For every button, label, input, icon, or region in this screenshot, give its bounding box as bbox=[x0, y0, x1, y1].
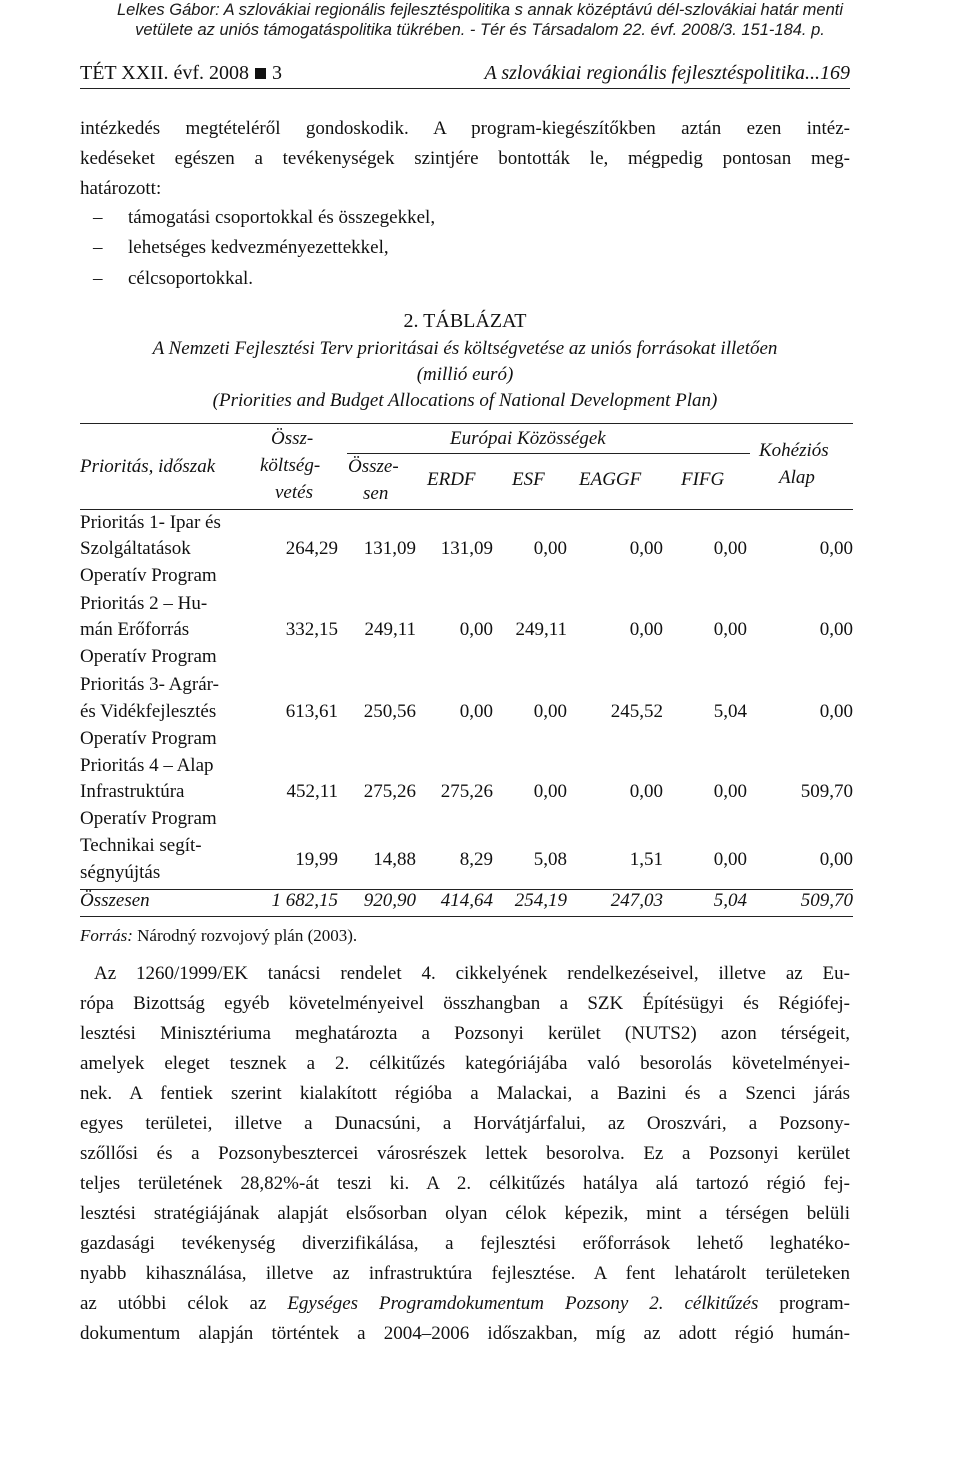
header-eaggf: EAGGF bbox=[579, 469, 642, 490]
header-eu-total-1: Össze- bbox=[348, 456, 399, 477]
running-head-right: A szlovákiai regionális fejlesztéspolitika...169 bbox=[484, 62, 850, 84]
dash-icon: – bbox=[93, 268, 103, 289]
cell-budget: 613,61 bbox=[285, 701, 338, 722]
header-fifg: FIFG bbox=[681, 469, 725, 490]
text-line: nek. A fentiek szerint kialakított régióba a Malackai, a Bazini és a Szenci járás bbox=[80, 1083, 850, 1104]
text-line: kedéseket egészen a tevékenységek szintjére bontották le, mégpedig pontosan meg- bbox=[80, 148, 850, 169]
text-line: egyes területei, illetve a Dunacsúni, a Horvátjárfalui, az Oroszvári, a Pozsony- bbox=[80, 1113, 850, 1134]
cell-erdf: 0,00 bbox=[459, 619, 493, 640]
italic-title: Egységes Programdokumentum Pozsony 2. célkitűzés bbox=[287, 1293, 759, 1314]
cell-erdf: 131,09 bbox=[440, 538, 493, 559]
body-paragraph bbox=[80, 959, 850, 1349]
row-label-line: Prioritás 3- Agrár- bbox=[80, 674, 219, 695]
cell-eaggf: 245,52 bbox=[610, 701, 663, 722]
row-label-line: Infrastruktúra bbox=[80, 781, 185, 802]
total-label: Összesen bbox=[80, 890, 150, 911]
bullet-text: támogatási csoportokkal és összegekkel, bbox=[128, 207, 436, 228]
text-line: dokumentum alapján történtek a 2004–2006 időszakban, míg az adott régió humán- bbox=[80, 1323, 850, 1344]
row-label-line: Operatív Program bbox=[80, 646, 217, 667]
cell-cohesion: 0,00 bbox=[819, 538, 853, 559]
text-line: rópa Bizottság egyéb követelményeivel összhangban a SZK Építésügyi és Régiófej- bbox=[80, 993, 850, 1014]
row-label-line: Prioritás 1- Ipar és bbox=[80, 512, 221, 533]
row-label-line: Prioritás 4 – Alap bbox=[80, 755, 214, 776]
cell-fifg: 5,04 bbox=[713, 701, 747, 722]
source-label: Forrás: bbox=[80, 926, 133, 945]
table-unit: (millió euró) bbox=[416, 364, 514, 385]
table-source bbox=[80, 926, 357, 946]
row-label-line: Operatív Program bbox=[80, 808, 217, 829]
header-budget-3: vetés bbox=[275, 482, 313, 503]
header-budget-1: Össz- bbox=[271, 428, 314, 449]
cell-eu-total: 275,26 bbox=[363, 781, 416, 802]
cell-eaggf: 1,51 bbox=[629, 849, 663, 870]
cell-erdf: 8,29 bbox=[459, 849, 493, 870]
header-budget-2: költség- bbox=[260, 455, 321, 476]
cell-esf: 5,08 bbox=[533, 849, 567, 870]
header-priority: Prioritás, időszak bbox=[80, 456, 216, 477]
total-eu-total: 920,90 bbox=[363, 890, 416, 911]
table-label: 2. TÁBLÁZAT bbox=[403, 310, 527, 332]
text-line bbox=[80, 1289, 850, 1319]
row-label-line: Operatív Program bbox=[80, 728, 217, 749]
text-segment: program- bbox=[758, 1293, 851, 1314]
cell-eaggf: 0,00 bbox=[629, 538, 663, 559]
bullet-item bbox=[93, 233, 389, 263]
cell-eu-total: 14,88 bbox=[373, 849, 416, 870]
text-line: nyabb kihasználása, illetve az infrastruktúra fejlesztése. A fent lehatárolt területeken bbox=[80, 1263, 850, 1284]
row-label-line: Operatív Program bbox=[80, 565, 217, 586]
source-text: Národný rozvojový plán (2003). bbox=[137, 926, 358, 945]
cell-cohesion: 509,70 bbox=[800, 781, 853, 802]
cell-eu-total: 131,09 bbox=[363, 538, 416, 559]
cell-budget: 332,15 bbox=[285, 619, 338, 640]
cell-esf: 249,11 bbox=[515, 619, 567, 640]
table-title-en: (Priorities and Budget Allocations of National Development Plan) bbox=[212, 390, 718, 411]
cell-cohesion: 0,00 bbox=[819, 619, 853, 640]
bullet-item bbox=[93, 264, 253, 294]
total-esf: 254,19 bbox=[514, 890, 567, 911]
header-cohesion-2: Alap bbox=[779, 467, 815, 488]
text-line: lesztési Minisztériuma meghatározta a Pozsonyi kerület (NUTS2) azon térségeit, bbox=[80, 1023, 850, 1044]
issue-number: 3 bbox=[272, 62, 283, 84]
text-line: lesztési stratégiájának alapját elsősorban olyan célok képezik, mint a térségen belüli bbox=[80, 1203, 850, 1224]
row-label-line: Szolgáltatások bbox=[80, 538, 191, 559]
dash-icon: – bbox=[93, 237, 103, 258]
row-label-line: Prioritás 2 – Hu- bbox=[80, 593, 208, 614]
citation-line-2: vetülete az uniós támogatáspolitika tükrében. - Tér és Társadalom 22. évf. 2008/3. 151-184. p. bbox=[135, 21, 825, 39]
eu-group-rule bbox=[347, 453, 750, 454]
header-eu-total-2: sen bbox=[363, 483, 389, 504]
dash-icon: – bbox=[93, 207, 103, 228]
cell-fifg: 0,00 bbox=[713, 849, 747, 870]
bullet-item bbox=[93, 203, 435, 233]
text-line: gazdasági tevékenység diverzifikálása, a fejlesztési erőforrások lehető leghatéko- bbox=[80, 1233, 850, 1254]
running-head bbox=[80, 58, 850, 89]
cell-erdf: 275,26 bbox=[440, 781, 493, 802]
bullet-text: célcsoportokkal. bbox=[128, 268, 254, 289]
text-line: amelyek eleget tesznek a 2. célkitűzés kategóriájába való besorolás követelményei- bbox=[80, 1053, 850, 1074]
cell-fifg: 0,00 bbox=[713, 619, 747, 640]
intro-paragraph bbox=[80, 114, 850, 204]
cell-cohesion: 0,00 bbox=[819, 701, 853, 722]
text-line: határozott: bbox=[80, 178, 162, 199]
row-label-line: ségnyújtás bbox=[80, 862, 161, 883]
row-label-line: mán Erőforrás bbox=[80, 619, 190, 640]
text-line: Az 1260/1999/EK tanácsi rendelet 4. cikkelyének rendelkezéseivel, illetve az Eu- bbox=[94, 963, 850, 984]
text-segment: az utóbbi célok az bbox=[80, 1293, 288, 1314]
table-bottom-rule bbox=[80, 916, 853, 917]
square-bullet-icon bbox=[255, 68, 266, 79]
table-top-rule bbox=[80, 423, 853, 424]
header-cohesion-1: Kohéziós bbox=[759, 440, 829, 461]
total-cohesion: 509,70 bbox=[800, 890, 853, 911]
cell-eaggf: 0,00 bbox=[629, 619, 663, 640]
total-fifg: 5,04 bbox=[713, 890, 747, 911]
row-label-line: Technikai segít- bbox=[80, 835, 202, 856]
cell-esf: 0,00 bbox=[533, 701, 567, 722]
cell-eu-total: 249,11 bbox=[364, 619, 416, 640]
text-line: szőllősi és a Pozsonybesztercei városrészek lettek besorolva. Ez a Pozsonyi kerület bbox=[80, 1143, 850, 1164]
cell-budget: 452,11 bbox=[286, 781, 338, 802]
header-rule bbox=[80, 509, 853, 510]
cell-fifg: 0,00 bbox=[713, 538, 747, 559]
row-label-line: és Vidékfejlesztés bbox=[80, 701, 217, 722]
citation-line-1: Lelkes Gábor: A szlovákiai regionális fejlesztéspolitika s annak középtávú dél-szlovákiai határ menti bbox=[116, 1, 844, 19]
cell-cohesion: 0,00 bbox=[819, 849, 853, 870]
bullet-text: lehetséges kedvezményezettekkel, bbox=[128, 237, 389, 258]
cell-budget: 19,99 bbox=[295, 849, 338, 870]
cell-budget: 264,29 bbox=[285, 538, 338, 559]
cell-fifg: 0,00 bbox=[713, 781, 747, 802]
running-head-left bbox=[80, 62, 282, 85]
header-esf: ESF bbox=[512, 469, 545, 490]
text-line: teljes területének 28,82%-át teszi ki. A 2. célkitűzés hatálya alá tartozó régió fej- bbox=[80, 1173, 850, 1194]
cell-erdf: 0,00 bbox=[459, 701, 493, 722]
table-title: A Nemzeti Fejlesztési Terv prioritásai és költségvetése az uniós forrásokat illetően bbox=[152, 338, 778, 359]
total-budget: 1 682,15 bbox=[271, 890, 338, 911]
cell-esf: 0,00 bbox=[533, 538, 567, 559]
total-erdf: 414,64 bbox=[440, 890, 493, 911]
cell-esf: 0,00 bbox=[533, 781, 567, 802]
text-line: intézkedés megtételéről gondoskodik. A program-kiegészítőkben aztán ezen intéz- bbox=[80, 118, 850, 139]
cell-eaggf: 0,00 bbox=[629, 781, 663, 802]
total-eaggf: 247,03 bbox=[610, 890, 663, 911]
journal-issue: TÉT XXII. évf. 2008 bbox=[80, 62, 250, 84]
header-erdf: ERDF bbox=[427, 469, 476, 490]
cell-eu-total: 250,56 bbox=[363, 701, 416, 722]
header-eu-group: Európai Közösségek bbox=[450, 428, 606, 449]
